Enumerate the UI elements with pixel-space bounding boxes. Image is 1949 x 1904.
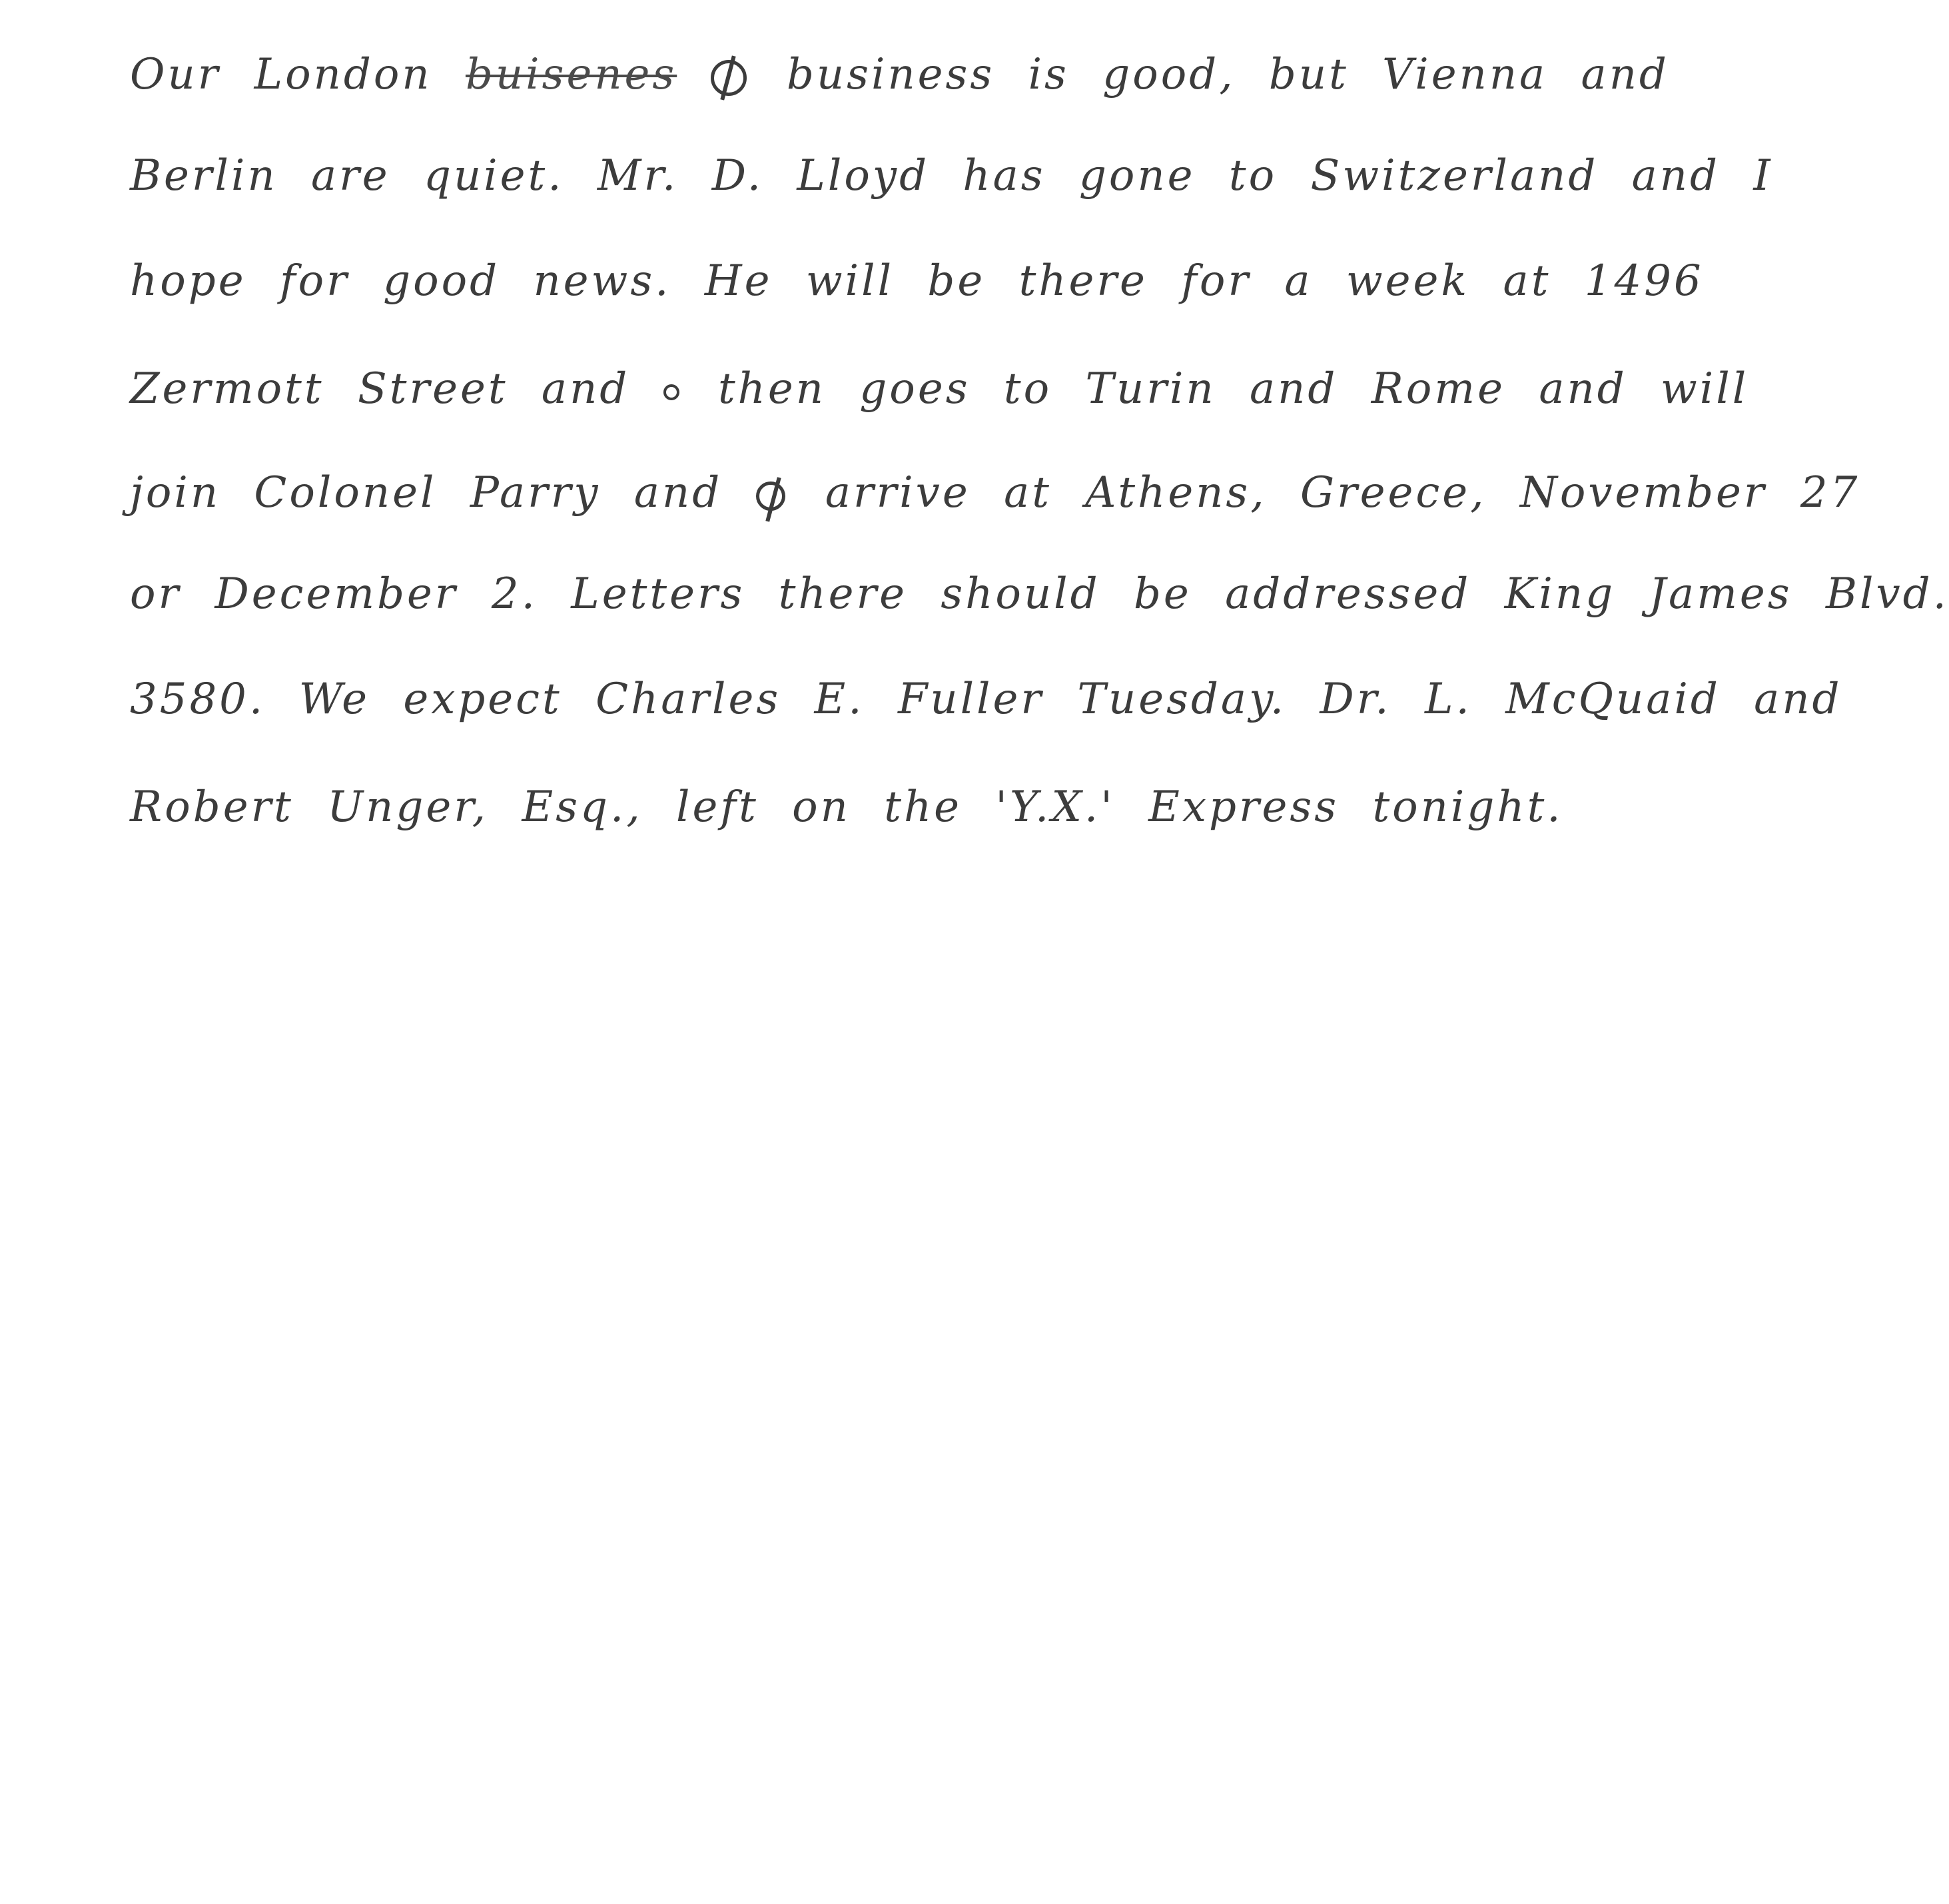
text-line-3 [130, 256, 1704, 306]
line-4-part-2: then goes to Turin and Rome and will [717, 364, 1749, 414]
text-line-2 [130, 151, 1773, 200]
line-2-text: Berlin are quiet. Mr. D. Lloyd has gone to Switzerland and I [130, 151, 1773, 200]
line-8-text: Robert Unger, Esq., left on the 'Y.X.' Express tonight. [130, 783, 1563, 832]
line-5-part-2: arrive at Athens, Greece, November 27 [825, 468, 1860, 517]
ink-blot-mark [711, 60, 747, 96]
text-line-8 [130, 783, 1563, 832]
text-line-1 [130, 50, 1669, 99]
ink-blot-mark-2 [756, 481, 785, 511]
line-1-part-2: business is good, but Vienna and [786, 50, 1669, 99]
line-7-text: 3580. We expect Charles E. Fuller Tuesday. Dr. L. McQuaid and [130, 675, 1842, 724]
line-4-part-1: Zermott Street and [130, 364, 630, 414]
line-5-part-1: join Colonel Parry and [130, 468, 723, 517]
text-line-6 [130, 569, 1949, 619]
line-3-text: hope for good news. He will be there for a week at 1496 [130, 256, 1704, 306]
text-line-5 [130, 468, 1860, 517]
crossed-out-word: buisenes [465, 50, 677, 99]
line-1-part-1: Our London [130, 50, 432, 99]
text-line-7 [130, 675, 1842, 724]
line-6-text: or December 2. Letters there should be addressed King James Blvd. [130, 569, 1949, 619]
text-line-4 [130, 364, 1749, 414]
ink-dot-mark [663, 384, 679, 400]
